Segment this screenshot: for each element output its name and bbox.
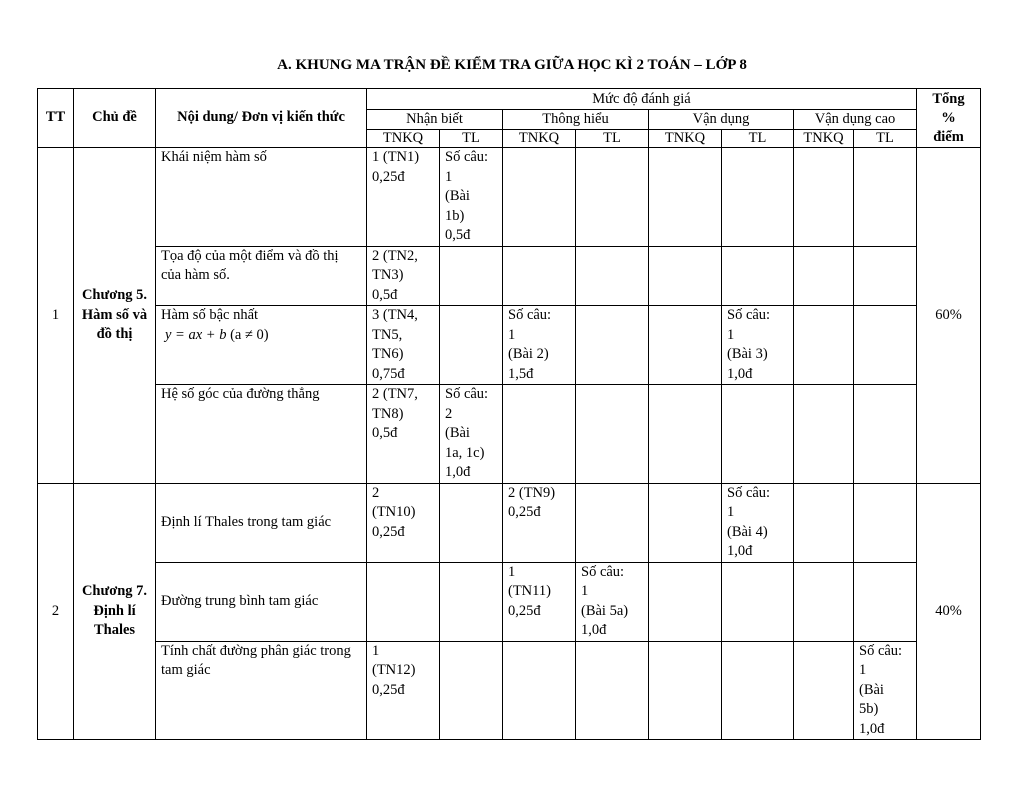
header-tnkq: TNKQ <box>503 130 576 148</box>
header-level-nhan-biet: Nhận biết <box>367 110 503 130</box>
content-cell: Khái niệm hàm số <box>156 148 367 247</box>
cell-nb-tnkq: 1 (TN1) 0,25đ <box>367 148 440 247</box>
chapter-name: Chương 5. Hàm số và đồ thị <box>74 148 156 484</box>
table-row <box>38 246 981 306</box>
header-tnkq: TNKQ <box>367 130 440 148</box>
cell-nb-tnkq: 2 (TN10) 0,25đ <box>367 483 440 562</box>
cell-th-tnkq: 1 (TN11) 0,25đ <box>503 562 576 641</box>
cell-th-tl: Số câu: 1 (Bài 5a) 1,0đ <box>576 562 649 641</box>
header-level-thong-hieu: Thông hiểu <box>503 110 649 130</box>
chapter-name: Chương 7. Định lí Thales <box>74 483 156 740</box>
header-tt: TT <box>38 89 74 148</box>
page-title: A. KHUNG MA TRẬN ĐỀ KIỂM TRA GIỮA HỌC KÌ 2 TOÁN – LỚP 8 <box>277 57 747 73</box>
cell-nb-tl: Số câu: 1 (Bài 1b) 0,5đ <box>440 148 503 247</box>
header-tnkq: TNKQ <box>649 130 722 148</box>
cell-nb-tnkq: 2 (TN7, TN8) 0,5đ <box>367 385 440 484</box>
content-cell: Tính chất đường phân giác trong tam giác <box>156 641 367 740</box>
header-total-line1: Tổng <box>932 90 965 107</box>
header-levels-title: Mức độ đánh giá <box>367 89 917 110</box>
header-level-van-dung-cao: Vận dụng cao <box>794 110 917 130</box>
content-cell: Hệ số góc của đường thẳng <box>156 385 367 484</box>
section-number: 1 <box>38 148 74 484</box>
table-row <box>38 641 981 740</box>
formula-condition: (a ≠ 0) <box>230 326 269 343</box>
table-row <box>38 306 981 385</box>
header-total <box>917 89 981 148</box>
cell-nb-tnkq: 3 (TN4, TN5, TN6) 0,75đ <box>367 306 440 385</box>
header-total-line3: điểm <box>933 128 964 145</box>
header-level-van-dung: Vận dụng <box>649 110 794 130</box>
cell-vd-tl: Số câu: 1 (Bài 4) 1,0đ <box>722 483 794 562</box>
section-number: 2 <box>38 483 74 740</box>
linear-function-formula <box>161 326 361 346</box>
table-row <box>38 385 981 484</box>
content-cell: Đường trung bình tam giác <box>156 562 367 641</box>
content-cell <box>156 306 367 385</box>
cell-th-tnkq: 2 (TN9) 0,25đ <box>503 483 576 562</box>
header-tl: TL <box>854 130 917 148</box>
header-tnkq: TNKQ <box>794 130 854 148</box>
cell-nb-tnkq: 1 (TN12) 0,25đ <box>367 641 440 740</box>
formula-main: y = ax + b <box>165 326 227 343</box>
header-tl: TL <box>440 130 503 148</box>
header-tl: TL <box>576 130 649 148</box>
section-total: 60% <box>917 148 981 484</box>
content-text: Hàm số bậc nhất <box>161 307 259 323</box>
table-row <box>38 148 981 247</box>
cell-vdc-tl: Số câu: 1 (Bài 5b) 1,0đ <box>854 641 917 740</box>
table-row <box>38 562 981 641</box>
header-total-line2: % <box>941 109 956 126</box>
cell-th-tnkq: Số câu: 1 (Bài 2) 1,5đ <box>503 306 576 385</box>
header-tl: TL <box>722 130 794 148</box>
section-total: 40% <box>917 483 981 740</box>
assessment-matrix-table <box>37 88 981 740</box>
content-cell: Tọa độ của một điểm và đồ thị của hàm số. <box>156 246 367 306</box>
table-row <box>38 483 981 562</box>
cell-vd-tl: Số câu: 1 (Bài 3) 1,0đ <box>722 306 794 385</box>
header-content: Nội dung/ Đơn vị kiến thức <box>156 89 367 148</box>
header-topic: Chủ đề <box>74 89 156 148</box>
content-cell: Định lí Thales trong tam giác <box>156 483 367 562</box>
cell-nb-tl: Số câu: 2 (Bài 1a, 1c) 1,0đ <box>440 385 503 484</box>
cell-nb-tnkq: 2 (TN2, TN3) 0,5đ <box>367 246 440 306</box>
